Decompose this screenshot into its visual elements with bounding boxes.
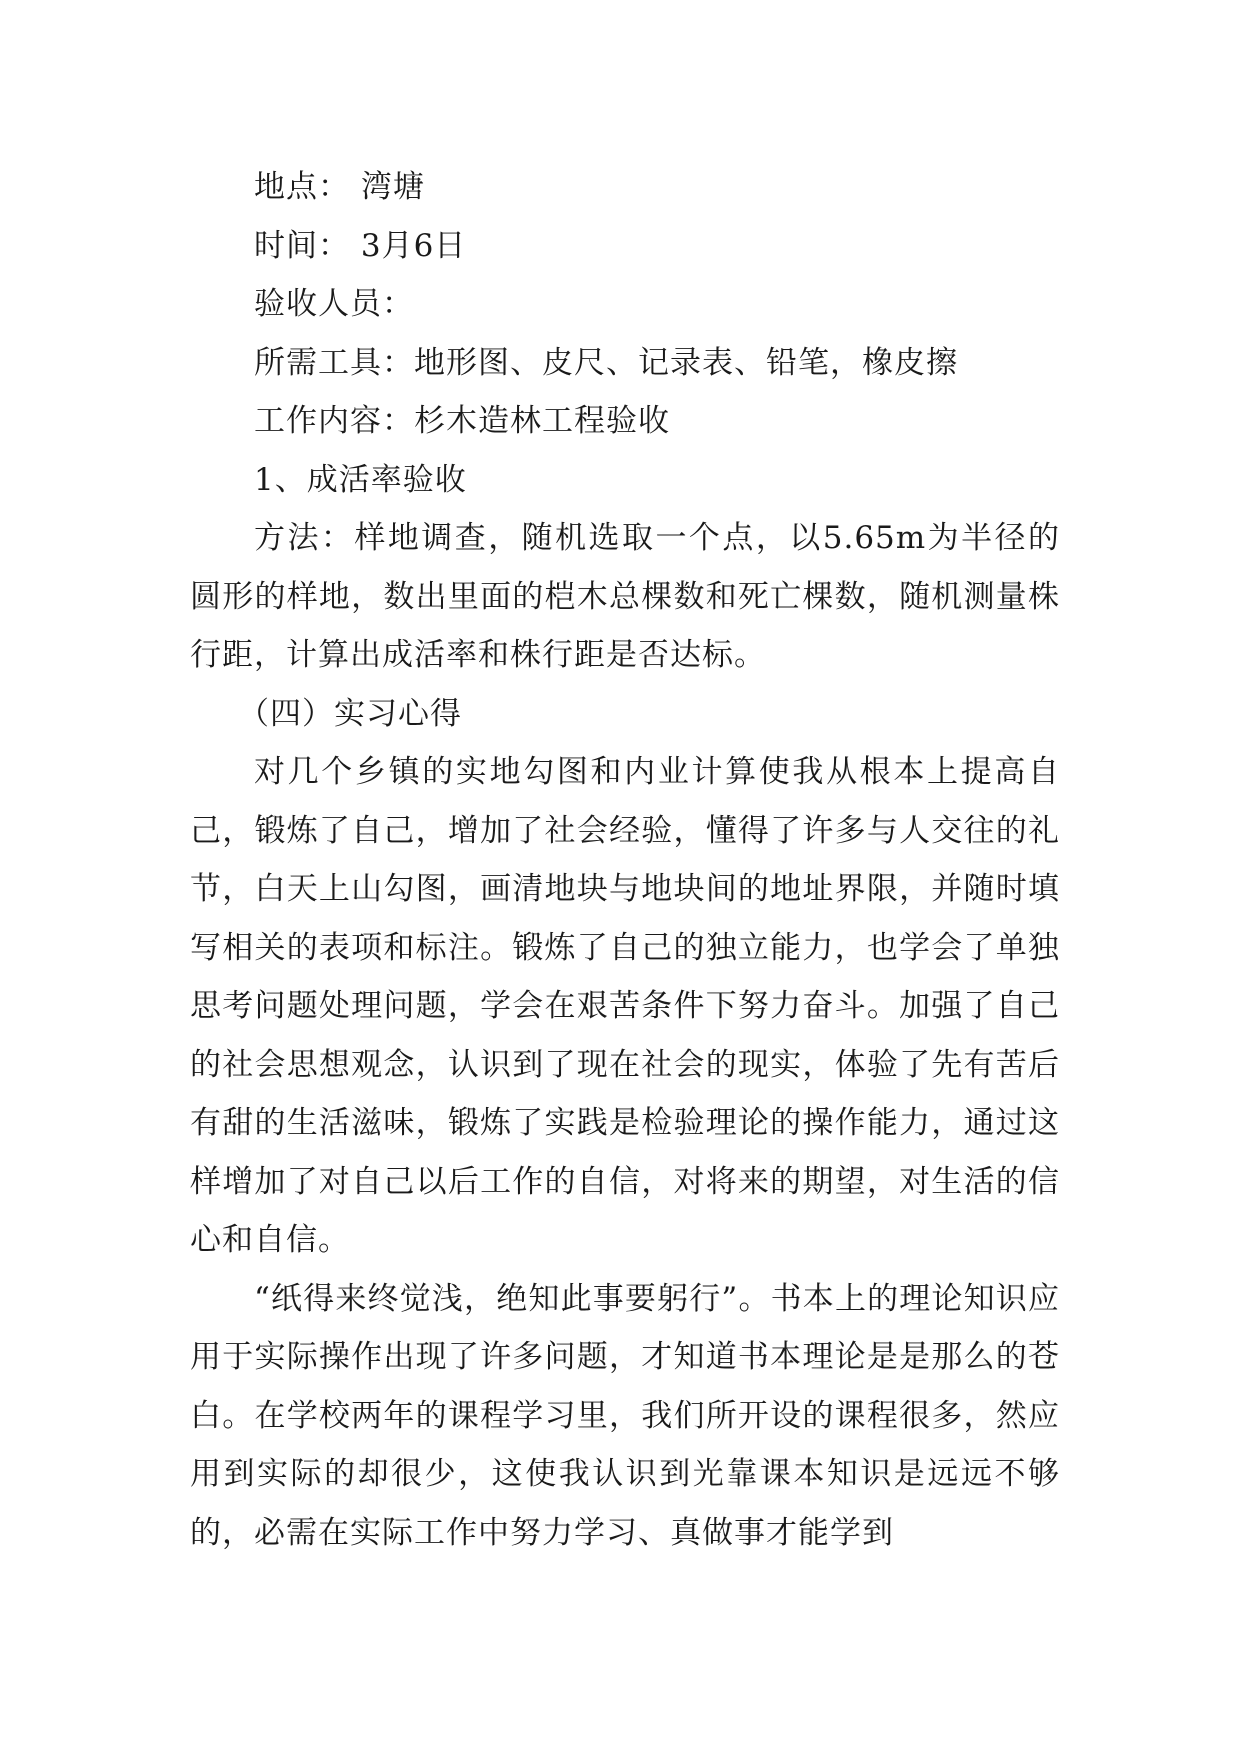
location-line: 地点： 湾塘 bbox=[254, 169, 425, 205]
time-line: 时间： 3月6日 bbox=[254, 227, 467, 264]
quote-paragraph: “纸得来终觉浅，绝知此事要躬行”。书本上的理论知识应用于实际操作出现了许多问题，才知道书本理论是是那么的苍白。在学校两年的课程学习里，我们所开设的课程很多，然应用到实际的却很少，这使我认识到光靠课本知识是远远不够的，必需在实际工作中努力学习、真做事才能学到 bbox=[190, 1280, 1060, 1551]
tools-line: 所需工具：地形图、皮尺、记录表、铅笔，橡皮擦 bbox=[254, 344, 958, 381]
work-content-line: 工作内容：杉木造林工程验收 bbox=[254, 403, 670, 439]
item-survival-rate: 1、成活率验收 bbox=[254, 461, 467, 498]
section-heading: （四）实习心得 bbox=[238, 695, 462, 732]
method-paragraph: 方法：样地调查，随机选取一个点，以5.65m为半径的圆形的样地，数出里面的桤木总棵数和死亡棵数，随机测量株行距，计算出成活率和株行距是否达标。 bbox=[190, 520, 1060, 673]
inspectors-line: 验收人员： bbox=[254, 286, 414, 322]
document-body bbox=[190, 158, 1060, 1562]
experience-paragraph: 对几个乡镇的实地勾图和内业计算使我从根本上提高自己，锻炼了自己，增加了社会经验，懂得了许多与人交往的礼节，白天上山勾图，画清地块与地块间的地址界限，并随时填写相关的表项和标注。锻炼了自己的独立能力，也学会了单独思考问题处理问题，学会在艰苦条件下努力奋斗。加强了自己的社会思想观念，认识到了现在社会的现实，体验了先有苦后有甜的生活滋味，锻炼了实践是检验理论的操作能力，通过这样增加了对自己以后工作的自信，对将来的期望，对生活的信心和自信。 bbox=[190, 754, 1060, 1258]
